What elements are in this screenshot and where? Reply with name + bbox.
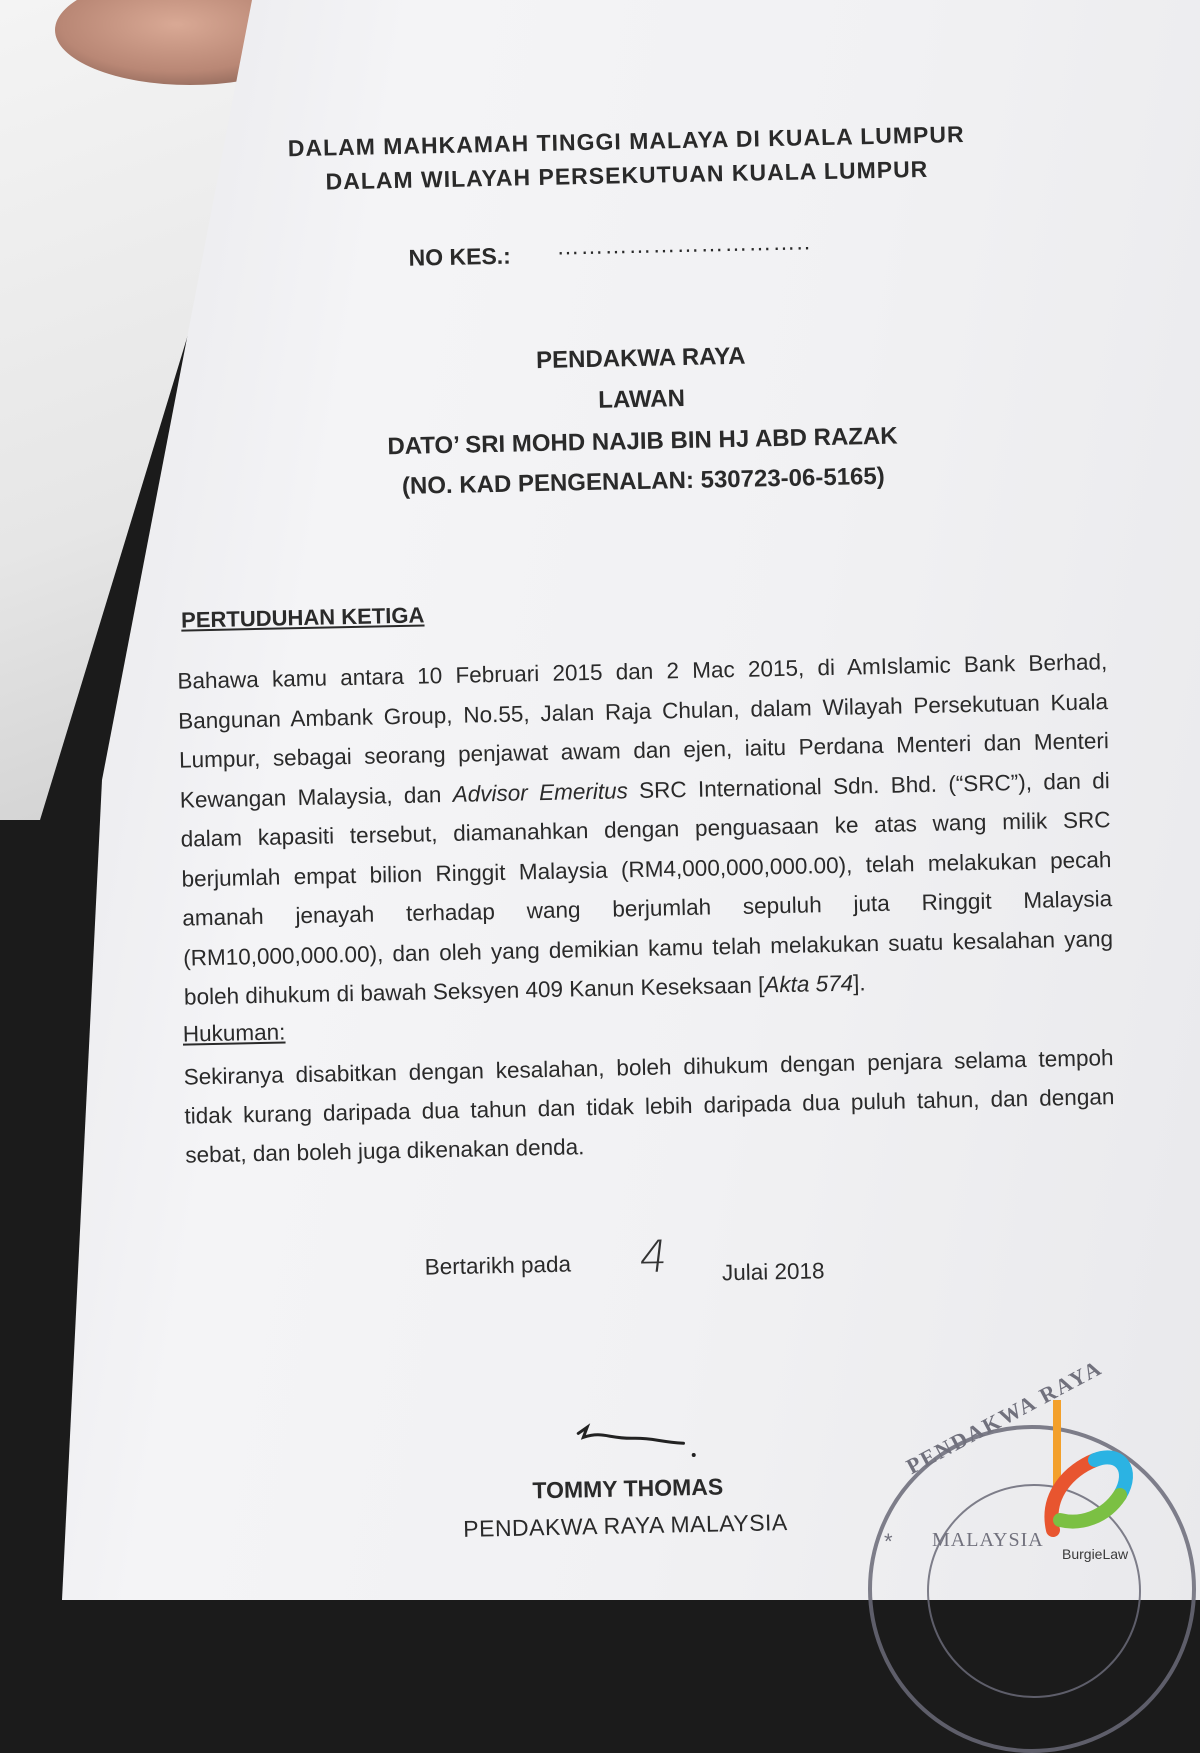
accused-name: DATO’ SRI MOHD NAJIB BIN HJ ABD RAZAK [387, 422, 898, 461]
prosecutor-title: PENDAKWA RAYA [535, 342, 746, 375]
charge-text-italic-title: Advisor Emeritus [452, 777, 629, 807]
seal-star-icon: * [884, 1529, 893, 1554]
charge-heading: PERTUDUHAN KETIGA [180, 602, 425, 633]
charge-text-end: ]. [852, 970, 866, 996]
court-name-line1: DALAM MAHKAMAH TINGGI MALAYA DI KUALA LUMPUR [287, 121, 965, 162]
date-label: Bertarikh pada [424, 1251, 572, 1280]
signatory-title: PENDAKWA RAYA MALAYSIA [462, 1509, 789, 1542]
charge-act-reference: Akta 574 [764, 970, 854, 998]
seal-top-text: PENDAKWA RAYA [902, 1354, 1107, 1480]
signatory-name: TOMMY THOMAS [532, 1473, 724, 1504]
accused-id: (NO. KAD PENGENALAN: 530723-06-5165) [401, 462, 885, 500]
signature-mark [573, 1419, 714, 1467]
punishment-label: Hukuman: [182, 1019, 286, 1047]
court-name-line2: DALAM WILAYAH PERSEKUTUAN KUALA LUMPUR [325, 155, 929, 195]
charge-paragraph [177, 642, 1114, 1017]
charge-text-start: Bahawa kamu antara 10 Februari 2015 dan 2 Mac 2015, di AmIslamic Bank Berhad, Bangunan Ambank Group, No.55, Jalan Raja Chulan, dalam Wilayah Persekutuan Kuala Lumpur, sebagai seorang penjawat awam dan ejen, iaitu Perdana Menteri dan Menteri Kewangan Malaysia, dan [177, 649, 1110, 813]
watermark-text: BurgieLaw [1062, 1546, 1129, 1562]
burgielaw-logo-icon [1035, 1400, 1165, 1540]
seal-bottom-text: MALAYSIA [932, 1529, 1044, 1551]
case-number-label: NO KES.: [408, 242, 512, 271]
date-month-year: Julai 2018 [721, 1258, 825, 1286]
date-day-handwritten: 4 [636, 1231, 671, 1284]
case-number-blank: ………………………….. [556, 228, 812, 260]
versus-label: LAWAN [597, 384, 686, 414]
charge-text-middle: SRC International Sdn. Bhd. (“SRC”), dan di dalam kapasiti tersebut, diamanahkan dengan penguasaan ke atas wang milik SRC berjumlah empat bilion Ringgit Malaysia (RM4,000,000,000.00), telah melakukan pecah amanah jenayah terhadap wang berjumlah sepuluh juta Ringgit Malaysia (RM10,000,000.00), dan oleh yang demikian kamu telah melakukan suatu kesalahan yang boleh dihukum di bawah Seksyen 409 Kanun Keseksaan [ [180, 767, 1114, 1010]
punishment-text: Sekiranya disabitkan dengan kesalahan, boleh dihukum dengan penjara selama tempoh tidak kurang daripada dua tahun dan tidak lebih daripada dua puluh tahun, dan dengan sebat, dan boleh juga dikenakan denda. [183, 1045, 1115, 1168]
